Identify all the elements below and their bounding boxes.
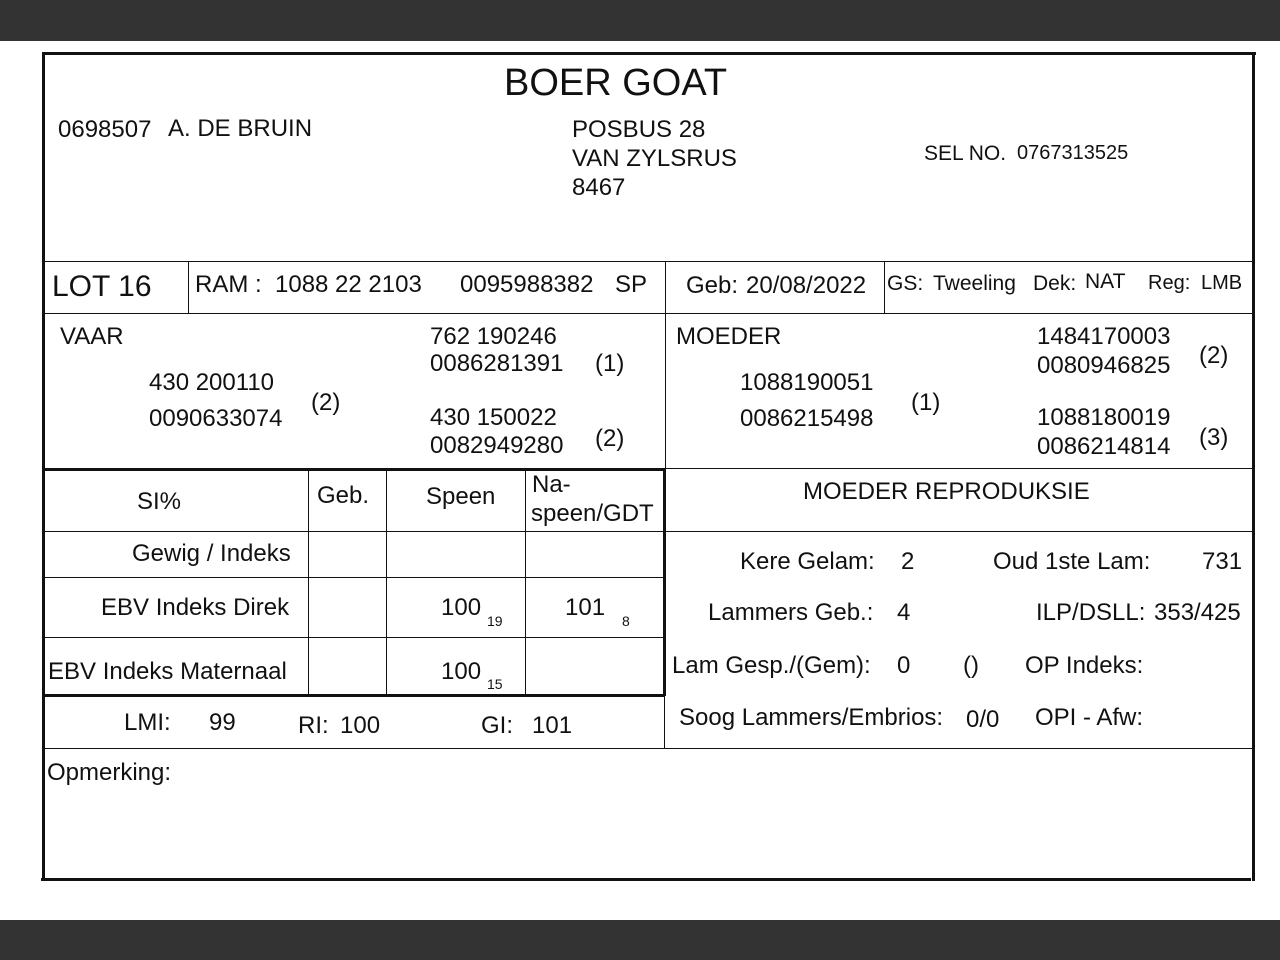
dam-count: (1) (911, 389, 941, 416)
rule-lot-divider (188, 261, 189, 313)
row-maternaal-label: EBV Indeks Maternaal (48, 658, 287, 685)
sire-sire-reg: 0086281391 (430, 350, 564, 377)
opi-afw-label: OPI - Afw: (1035, 704, 1144, 731)
lmi-label: LMI: (124, 709, 171, 736)
gi-label: GI: (481, 712, 514, 739)
ram-id: 1088 22 2103 (275, 271, 422, 298)
rule-col-naspeen (525, 468, 526, 696)
rule-col-geb (308, 468, 309, 696)
op-indeks-label: OP Indeks: (1025, 652, 1144, 679)
address-line-1: POSBUS 28 (572, 116, 706, 143)
lmi-value: 99 (209, 709, 236, 736)
rule-indices-divider (664, 696, 665, 748)
sire-id: 430 200110 (149, 369, 275, 396)
header-naspeen-2: speen/GDT (531, 500, 654, 527)
rule-pedigree-divider (665, 313, 666, 468)
birth-label: Geb: (686, 272, 739, 299)
sire-label: VAAR (60, 323, 124, 350)
soog-lammers-value: 0/0 (966, 706, 1000, 733)
card-title: BOER GOAT (504, 62, 728, 104)
rule-row-direk (44, 637, 664, 638)
top-frame-bar (0, 0, 1280, 41)
kere-gelam-label: Kere Gelam: (740, 548, 875, 575)
bottom-frame-bar (0, 920, 1280, 960)
ri-value: 100 (340, 712, 381, 739)
rule-row-gewig (44, 577, 664, 578)
ram-reg-no: 0095988382 (460, 271, 594, 298)
row-direk-speen: 100 (441, 594, 482, 621)
sire-dam-id: 430 150022 (430, 404, 557, 431)
dam-sire-id: 1484170003 (1037, 323, 1171, 350)
rule-gs-divider (884, 261, 885, 313)
rule-geb-divider (665, 261, 666, 313)
frame-top (44, 52, 1256, 55)
gi-value: 101 (532, 712, 573, 739)
repro-title: MOEDER REPRODUKSIE (803, 478, 1090, 505)
address-line-2: VAN ZYLSRUS (572, 145, 737, 172)
rule-pedigree-left (44, 468, 664, 471)
kere-gelam-value: 2 (901, 548, 915, 575)
animal-card (0, 41, 1280, 920)
ram-grade: SP (615, 271, 648, 298)
reg-label: Reg: (1148, 272, 1191, 294)
lam-gesp-value: 0 (897, 652, 911, 679)
lammers-geb-label: Lammers Geb.: (708, 599, 874, 626)
rule-col-speen (386, 468, 387, 696)
row-direk-naspeen: 101 (565, 594, 606, 621)
lammers-geb-value: 4 (897, 599, 911, 626)
gs-value: Tweeling (933, 272, 1016, 295)
dek-label: Dek: (1033, 272, 1077, 295)
frame-right (1252, 52, 1255, 881)
header-si: SI% (137, 488, 182, 515)
sire-count: (2) (311, 389, 341, 416)
rule-table-header (44, 531, 1254, 532)
sire-sire-id: 762 190246 (430, 323, 557, 350)
row-direk-speen-sub: 19 (487, 613, 503, 629)
ilp-dsll-label: ILP/DSLL: (1036, 599, 1146, 626)
dam-sire-count: (2) (1199, 342, 1229, 369)
frame-left (42, 52, 45, 881)
rule-header (44, 261, 1254, 262)
header-speen: Speen (426, 483, 496, 510)
dam-dam-count: (3) (1199, 424, 1229, 451)
birth-date: 20/08/2022 (746, 272, 867, 299)
dam-label: MOEDER (676, 323, 782, 350)
dek-value: NAT (1085, 270, 1126, 293)
rule-row-maternaal (44, 694, 664, 697)
soog-lammers-label: Soog Lammers/Embrios: (679, 704, 944, 731)
rule-indices (44, 748, 1254, 749)
dam-reg: 0086215498 (740, 405, 874, 432)
lam-gesp-label: Lam Gesp./(Gem): (672, 652, 871, 679)
oud-lam-value: 731 (1202, 548, 1243, 575)
rule-pedigree-right (664, 468, 1254, 469)
dam-dam-id: 1088180019 (1037, 404, 1171, 431)
dam-sire-reg: 0080946825 (1037, 352, 1171, 379)
dam-dam-reg: 0086214814 (1037, 433, 1171, 460)
sire-dam-reg: 0082949280 (430, 432, 564, 459)
ri-label: RI: (298, 712, 329, 739)
sel-no-label: SEL NO. (924, 142, 1007, 165)
frame-bottom (41, 878, 1251, 881)
remark-label: Opmerking: (47, 759, 172, 786)
lot-number: LOT 16 (52, 270, 152, 303)
oud-lam-label: Oud 1ste Lam: (993, 548, 1151, 575)
sel-no-value: 0767313525 (1017, 142, 1129, 164)
reg-value: LMB (1201, 272, 1243, 294)
header-geb: Geb. (317, 482, 370, 509)
row-maternaal-speen-sub: 15 (487, 676, 503, 692)
rule-ram-row (44, 313, 1254, 314)
sire-dam-count: (2) (595, 425, 625, 452)
rule-table-right (663, 468, 666, 696)
dam-id: 1088190051 (740, 369, 874, 396)
lam-gem-value: () (963, 652, 979, 679)
ram-label: RAM : (195, 271, 262, 298)
row-direk-naspeen-sub: 8 (622, 613, 630, 629)
row-gewig-label: Gewig / Indeks (132, 540, 291, 567)
breeder-name: A. DE BRUIN (168, 115, 313, 142)
sire-reg: 0090633074 (149, 405, 283, 432)
row-direk-label: EBV Indeks Direk (101, 594, 290, 621)
breeder-number: 0698507 (58, 116, 152, 143)
header-naspeen-1: Na- (532, 471, 571, 498)
gs-label: GS: (887, 272, 924, 295)
row-maternaal-speen: 100 (441, 658, 482, 685)
address-line-3: 8467 (572, 174, 626, 201)
ilp-dsll-value: 353/425 (1154, 599, 1241, 626)
sire-sire-count: (1) (595, 350, 625, 377)
